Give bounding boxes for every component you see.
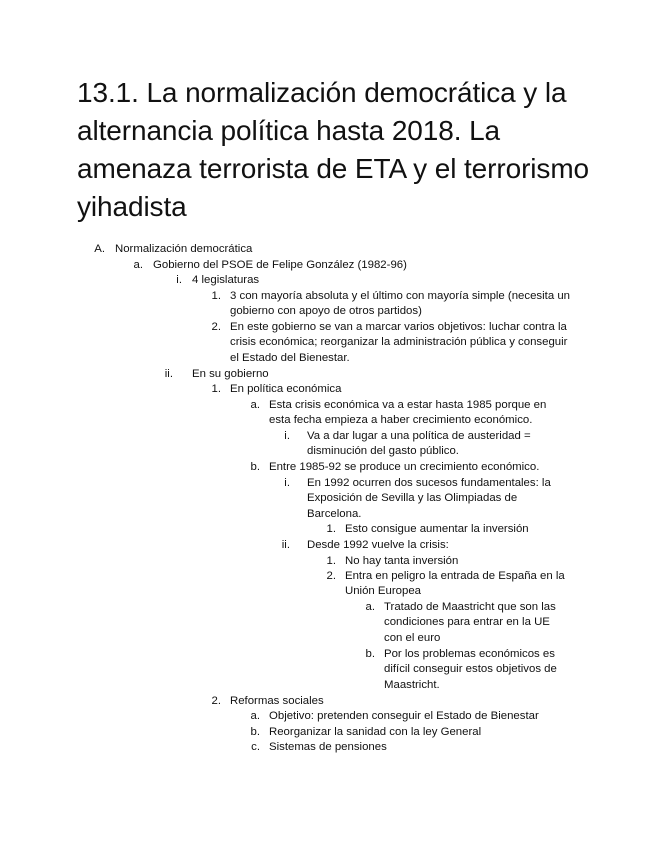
list-marker: b.: [250, 726, 260, 738]
list-marker: a.: [250, 399, 260, 411]
list-item-text: No hay tanta inversión: [345, 555, 459, 567]
list-marker: A.: [94, 243, 105, 255]
list-marker: 2.: [211, 695, 221, 707]
list-marker: a.: [250, 710, 260, 722]
list-marker: a.: [133, 259, 143, 271]
list-item-text: Sistemas de pensiones: [269, 741, 387, 753]
list-marker: 1.: [326, 555, 336, 567]
list-marker: a.: [365, 601, 375, 613]
list-marker: b.: [250, 461, 260, 473]
list-item-text: Gobierno del PSOE de Felipe González (1982-96): [153, 259, 407, 271]
list-item-text: Entre 1985-92 se produce un crecimiento económico.: [269, 461, 540, 473]
list-marker: b.: [365, 648, 375, 660]
list-item-text: Por los problemas económicos es difícil conseguir estos objetivos de Maastricht.: [384, 648, 557, 691]
list-item-text: Objetivo: pretenden conseguir el Estado de Bienestar: [269, 710, 539, 722]
list-item-text: Esto consigue aumentar la inversión: [345, 523, 529, 535]
list-marker: i.: [284, 477, 290, 489]
list-marker: 1.: [211, 383, 221, 395]
list-marker: 2.: [211, 321, 221, 333]
list-marker: i.: [176, 274, 182, 286]
list-marker: c.: [251, 741, 260, 753]
list-marker: 1.: [326, 523, 336, 535]
list-item-text: En este gobierno se van a marcar varios objetivos: luchar contra la crisis económica; reorganizar la administración pública y conseguir el Estado del Bienestar.: [230, 321, 568, 364]
list-item-text: Tratado de Maastricht que son las condiciones para entrar en la UE con el euro: [384, 601, 556, 644]
list-marker: ii.: [281, 539, 290, 551]
list-item-text: Entra en peligro la entrada de España en la Unión Europea: [345, 570, 565, 598]
list-item-text: Normalización democrática: [115, 243, 253, 255]
list-marker: ii.: [164, 368, 173, 380]
list-item-text: En política económica: [230, 383, 342, 395]
list-item-text: En 1992 ocurren dos sucesos fundamentales: la Exposición de Sevilla y las Olimpiadas de Barcelona.: [307, 477, 551, 520]
list-item-text: Va a dar lugar a una política de austeridad = disminución del gasto público.: [307, 430, 531, 458]
list-item-text: En su gobierno: [192, 368, 269, 380]
document-title: 13.1. La normalización democrática y la alternancia política hasta 2018. La amenaza terrorista de ETA y el terrorismo yihadista: [77, 77, 590, 222]
list-marker: 2.: [326, 570, 336, 582]
list-marker: i.: [284, 430, 290, 442]
list-item-text: Reformas sociales: [230, 695, 324, 707]
list-marker: 1.: [211, 290, 221, 302]
list-item-text: Reorganizar la sanidad con la ley General: [269, 726, 482, 738]
list-item-text: Esta crisis económica va a estar hasta 1985 porque en esta fecha empieza a haber crecimiento económico.: [269, 399, 547, 427]
list-item-text: 3 con mayoría absoluta y el último con mayoría simple (necesita un gobierno con apoyo de otros partidos): [230, 290, 570, 318]
list-item-text: 4 legislaturas: [192, 274, 260, 286]
list-item-text: Desde 1992 vuelve la crisis:: [307, 539, 449, 551]
